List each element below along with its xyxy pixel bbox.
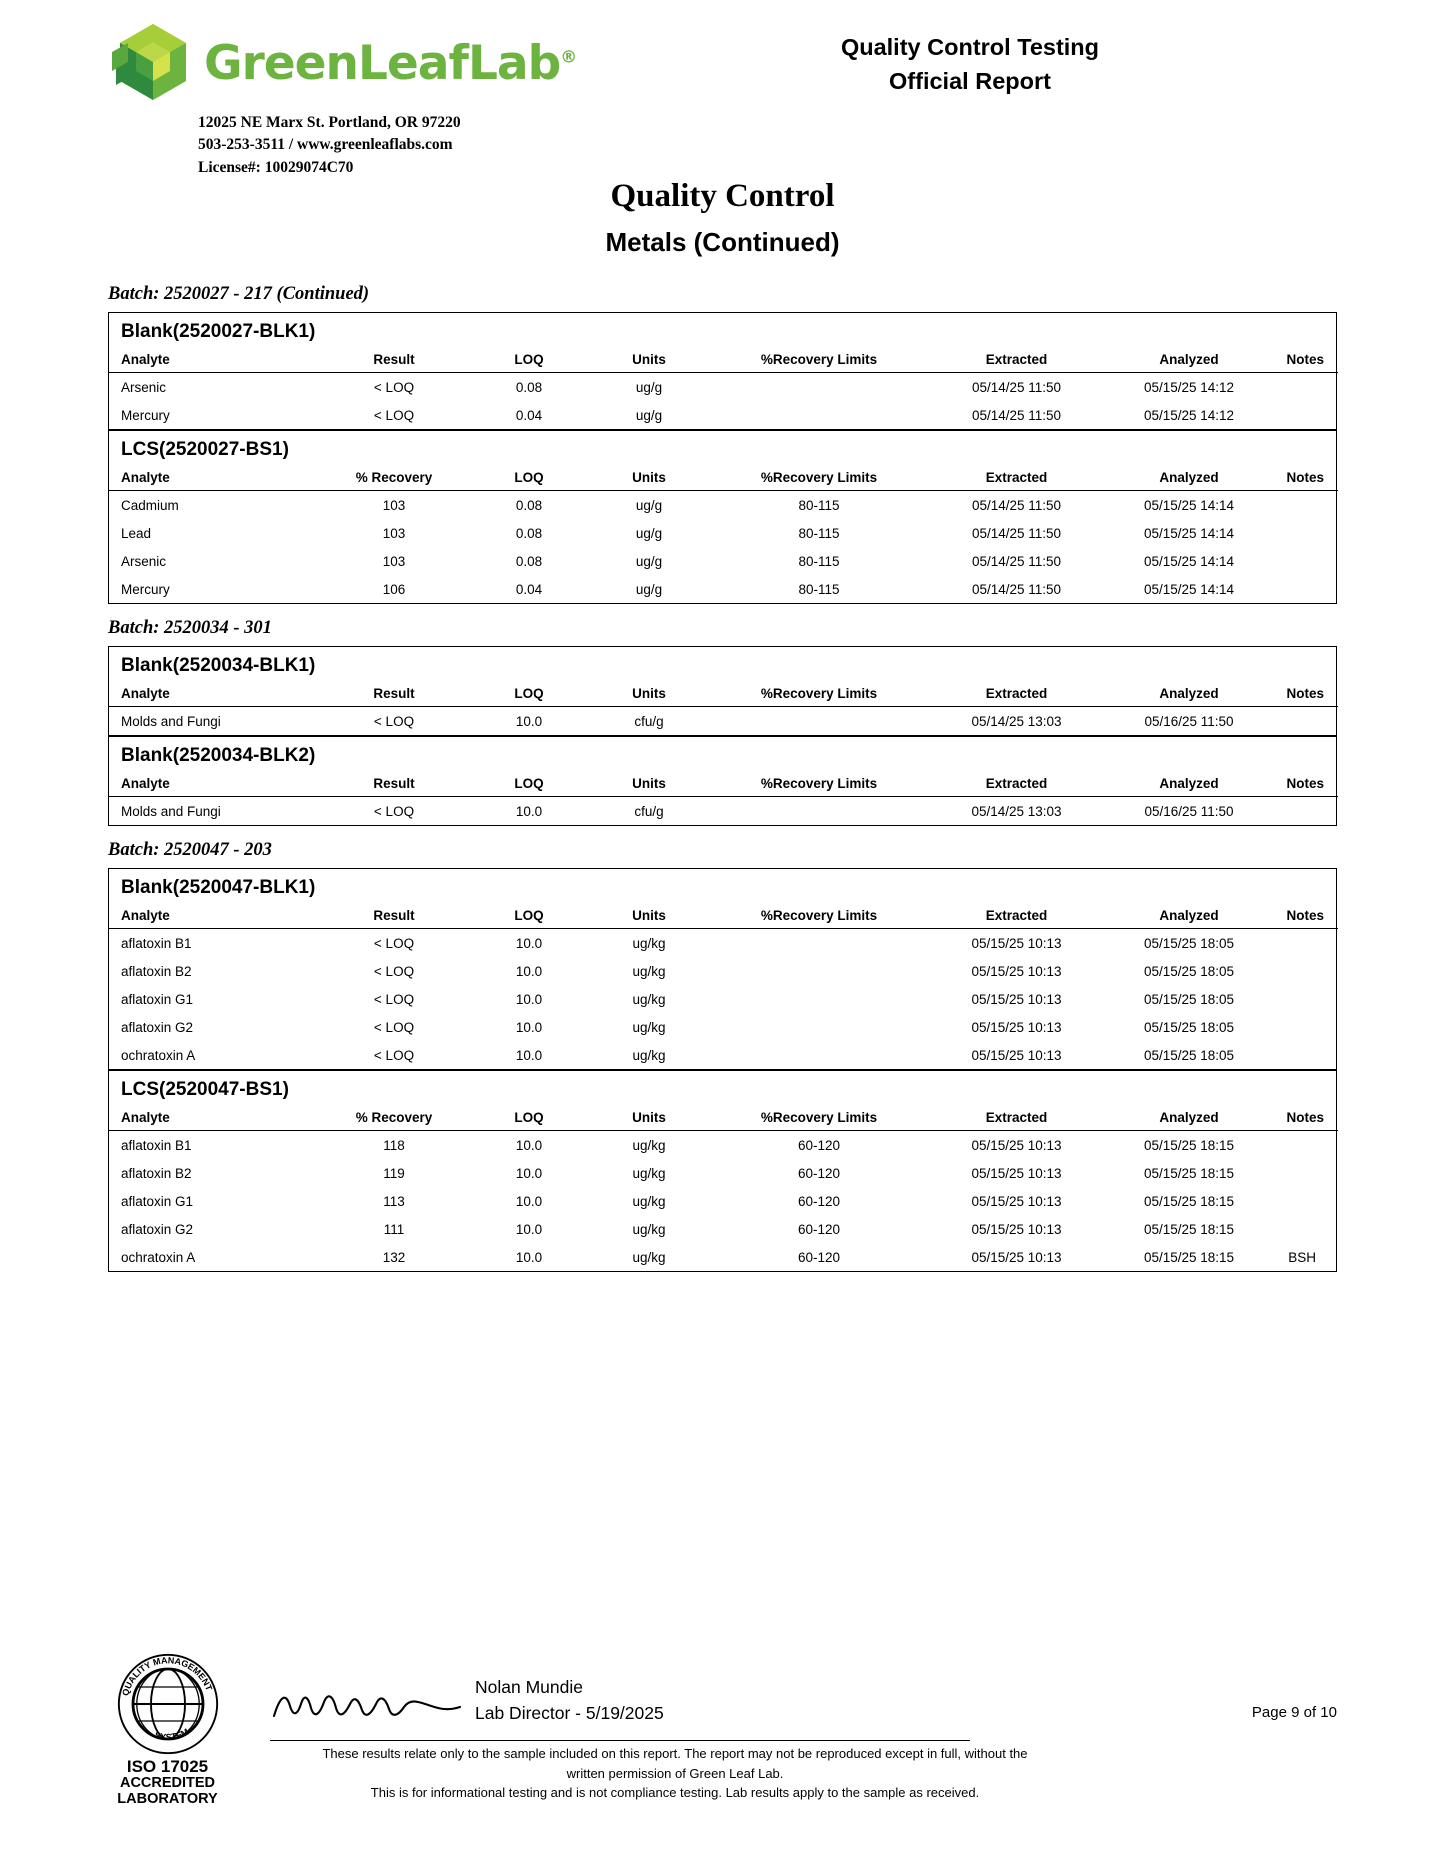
col-extracted: Extracted [929,468,1104,491]
cell-units: ug/kg [632,936,666,951]
cell-extracted: 05/14/25 11:50 [971,408,1062,423]
cell-loq: 0.08 [515,498,543,513]
qc-block-title: Blank(2520034-BLK2) [121,745,316,766]
cell-loq: 0.04 [515,408,543,423]
cell-analyzed: 05/15/25 14:14 [1143,554,1235,569]
table-row [109,1215,1338,1243]
col-value: Result [319,350,469,373]
cell-limits [709,957,929,985]
table-row [109,1187,1338,1215]
cell-value: 103 [382,554,406,569]
table-row [109,929,1338,958]
table-row [109,373,1338,402]
cell-value: < LOQ [373,408,415,423]
col-extracted: Extracted [929,906,1104,929]
cell-limits [709,929,929,958]
iso-seal-text [100,1758,235,1808]
license-number: License#: 10029074C70 [198,158,354,176]
cell-analyzed: 05/16/25 11:50 [1144,714,1234,729]
col-analyte: Analyte [109,468,319,491]
cell-extracted: 05/15/25 10:13 [971,992,1062,1007]
cell-limits: 60-120 [797,1194,841,1209]
cell-analyte: Cadmium [121,498,179,513]
table-row [109,401,1338,429]
cell-notes [1274,1013,1338,1041]
qc-table [109,350,1338,429]
cell-loq: 10.0 [515,1048,543,1063]
cell-units: ug/g [635,526,663,541]
qc-block [108,1070,1337,1272]
address-line-2: 503-253-3511 / www.greenleaflabs.com [198,136,453,154]
qc-block [108,868,1337,1070]
cell-limits [709,1041,929,1069]
cell-limits: 80-115 [798,582,840,597]
cell-value: < LOQ [373,1020,415,1035]
cell-analyzed: 05/15/25 14:14 [1143,582,1235,597]
cell-notes [1274,575,1338,603]
cell-units: ug/kg [632,1048,666,1063]
col-notes: Notes [1274,1108,1338,1131]
cell-notes [1274,1131,1338,1160]
cell-value: < LOQ [373,936,415,951]
qc-table [109,906,1338,1069]
cell-units: ug/kg [632,1138,666,1153]
cell-loq: 10.0 [515,1194,543,1209]
cell-extracted: 05/14/25 11:50 [971,582,1062,597]
cell-extracted: 05/15/25 10:13 [971,1138,1062,1153]
cell-analyte: Mercury [121,408,170,423]
cell-notes: BSH [1288,1250,1316,1265]
cell-loq: 10.0 [515,714,543,729]
cell-notes [1274,929,1338,958]
table-row [109,1013,1338,1041]
col-loq: LOQ [469,684,589,707]
cell-loq: 10.0 [515,1250,543,1265]
cell-extracted: 05/15/25 10:13 [971,1020,1062,1035]
col-recovery-limits: %Recovery Limits [709,468,929,491]
cell-extracted: 05/15/25 10:13 [971,964,1062,979]
page-title: Quality Control [610,178,835,214]
cell-units: ug/kg [632,1166,666,1181]
cell-limits [709,985,929,1013]
cell-extracted: 05/15/25 10:13 [971,1194,1062,1209]
col-units: Units [589,906,709,929]
cell-notes [1274,797,1338,826]
qc-table [109,468,1338,603]
cell-analyzed: 05/15/25 18:05 [1143,992,1235,1007]
col-analyte: Analyte [109,906,319,929]
col-analyzed: Analyzed [1104,350,1274,373]
cell-value: 132 [382,1250,406,1265]
cell-analyzed: 05/15/25 14:14 [1143,526,1235,541]
qc-block-title: Blank(2520047-BLK1) [121,877,316,898]
cell-notes [1274,1159,1338,1187]
col-loq: LOQ [469,350,589,373]
report-footer [0,1644,1445,1844]
cell-loq: 10.0 [515,804,543,819]
cell-limits [709,401,929,429]
cell-extracted: 05/14/25 11:50 [971,498,1062,513]
cell-loq: 10.0 [515,992,543,1007]
cell-analyte: Molds and Fungi [121,804,221,819]
cell-limits: 60-120 [797,1222,841,1237]
cell-value: 119 [383,1166,405,1181]
cell-units: ug/kg [632,1222,666,1237]
page-subtitle: Metals (Continued) [605,227,840,257]
cell-analyzed: 05/15/25 14:12 [1143,408,1235,423]
signature-icon [270,1682,465,1730]
table-header-row [109,684,1338,707]
table-row [109,547,1338,575]
col-units: Units [589,684,709,707]
col-loq: LOQ [469,1108,589,1131]
cell-analyte: Lead [121,526,152,541]
cell-limits: 60-120 [797,1166,841,1181]
col-recovery-limits: %Recovery Limits [709,684,929,707]
table-header-row [109,350,1338,373]
col-analyzed: Analyzed [1104,468,1274,491]
cell-analyte: aflatoxin B2 [121,964,192,979]
col-recovery-limits: %Recovery Limits [709,774,929,797]
col-units: Units [589,468,709,491]
cell-limits [709,1013,929,1041]
cell-value: < LOQ [373,964,415,979]
cell-value: < LOQ [373,714,415,729]
cell-loq: 0.04 [515,582,543,597]
cell-notes [1274,1041,1338,1069]
cell-loq: 0.08 [515,554,543,569]
cell-analyte: Arsenic [121,554,167,569]
col-analyte: Analyte [109,684,319,707]
report-title-line-1: Quality Control Testing [840,34,1100,60]
greenleaf-logo-icon [108,22,198,114]
cell-loq: 10.0 [515,1222,543,1237]
batch-label: Batch: 2520027 - 217 (Continued) [108,284,370,304]
cell-notes [1274,985,1338,1013]
col-extracted: Extracted [929,684,1104,707]
cell-limits [709,707,929,736]
table-row [109,519,1338,547]
cell-extracted: 05/14/25 13:03 [971,804,1062,819]
svg-text:QUALITY MANAGEMENT: QUALITY MANAGEMENT [119,1655,214,1697]
cell-value: 103 [382,498,406,513]
cell-analyzed: 05/15/25 14:14 [1143,498,1235,513]
batch-group [108,312,1337,604]
cell-analyte: aflatoxin G1 [121,992,194,1007]
brand-name [204,36,577,91]
signer-block [475,1674,664,1727]
cell-units: ug/g [635,554,663,569]
col-recovery-limits: %Recovery Limits [709,350,929,373]
cell-notes [1274,957,1338,985]
col-units: Units [589,350,709,373]
cell-extracted: 05/14/25 11:50 [971,554,1062,569]
col-loq: LOQ [469,774,589,797]
cell-loq: 10.0 [515,936,543,951]
cell-value: 113 [383,1194,405,1209]
registered-mark: ® [560,47,577,68]
cell-units: ug/g [635,582,663,597]
col-analyte: Analyte [109,774,319,797]
col-value: Result [319,684,469,707]
cell-extracted: 05/15/25 10:13 [971,1048,1062,1063]
cell-units: ug/kg [632,992,666,1007]
cell-value: 106 [382,582,406,597]
batch-label: Batch: 2520047 - 203 [108,840,272,860]
cell-loq: 10.0 [515,1020,543,1035]
cell-units: ug/kg [632,964,666,979]
cell-value: < LOQ [373,804,415,819]
col-recovery-limits: %Recovery Limits [709,1108,929,1131]
cell-units: cfu/g [634,804,664,819]
page-number: Page 9 of 10 [1251,1704,1337,1721]
cell-analyzed: 05/15/25 18:15 [1143,1166,1235,1181]
batch-group [108,868,1337,1272]
address-line-1: 12025 NE Marx St. Portland, OR 97220 [198,114,461,131]
cell-limits [709,797,929,826]
qc-block-title: LCS(2520047-BS1) [121,1079,289,1100]
table-row [109,985,1338,1013]
qc-table [109,1108,1338,1271]
qc-block-title: Blank(2520034-BLK1) [121,655,316,676]
table-row [109,957,1338,985]
cell-analyzed: 05/15/25 18:15 [1143,1250,1235,1265]
cell-value: 118 [383,1138,405,1153]
cell-extracted: 05/14/25 13:03 [971,714,1062,729]
cell-extracted: 05/15/25 10:13 [971,936,1062,951]
cell-units: cfu/g [634,714,664,729]
cell-limits [709,373,929,402]
iso-accredited: ACCREDITED [119,1775,216,1792]
cell-analyzed: 05/15/25 18:05 [1143,1048,1235,1063]
cell-limits: 80-115 [798,554,840,569]
cell-notes [1274,373,1338,402]
lab-address [198,112,461,179]
cell-notes [1274,547,1338,575]
cell-analyzed: 05/15/25 18:15 [1143,1222,1235,1237]
cell-loq: 10.0 [515,1166,543,1181]
cell-analyzed: 05/16/25 11:50 [1144,804,1234,819]
col-notes: Notes [1274,684,1338,707]
cell-analyte: Molds and Fungi [121,714,221,729]
col-value: % Recovery [319,1108,469,1131]
col-analyzed: Analyzed [1104,684,1274,707]
cell-loq: 0.08 [515,526,543,541]
col-value: % Recovery [319,468,469,491]
batch-label: Batch: 2520034 - 301 [108,618,272,638]
col-notes: Notes [1274,350,1338,373]
cell-loq: 10.0 [515,964,543,979]
qc-content [108,284,1337,1272]
cell-extracted: 05/15/25 10:13 [971,1166,1062,1181]
col-analyte: Analyte [109,350,319,373]
table-row [109,797,1338,826]
col-extracted: Extracted [929,350,1104,373]
col-recovery-limits: %Recovery Limits [709,906,929,929]
col-notes: Notes [1274,774,1338,797]
iso-standard: ISO 17025 [126,1757,209,1776]
cell-analyzed: 05/15/25 18:05 [1143,964,1235,979]
col-notes: Notes [1274,906,1338,929]
table-header-row [109,1108,1338,1131]
cell-analyte: aflatoxin G1 [121,1194,194,1209]
cell-analyte: ochratoxin A [121,1048,196,1063]
table-row [109,1131,1338,1160]
brand-name-text: GreenLeafLab [204,36,561,91]
col-analyzed: Analyzed [1104,774,1274,797]
cell-limits: 80-115 [798,498,840,513]
cell-limits: 60-120 [797,1250,841,1265]
cell-loq: 0.08 [515,380,543,395]
col-units: Units [589,1108,709,1131]
cell-units: ug/g [635,380,663,395]
col-extracted: Extracted [929,774,1104,797]
table-header-row [109,774,1338,797]
cell-analyte: ochratoxin A [121,1250,196,1265]
cell-extracted: 05/15/25 10:13 [971,1250,1062,1265]
cell-value: < LOQ [373,380,415,395]
table-row [109,1041,1338,1069]
table-header-row [109,468,1338,491]
disclaimer-text [270,1744,1080,1803]
cell-units: ug/kg [632,1194,666,1209]
qc-block [108,736,1337,826]
cell-analyte: Arsenic [121,380,167,395]
col-value: Result [319,774,469,797]
col-units: Units [589,774,709,797]
col-analyte: Analyte [109,1108,319,1131]
cell-limits: 80-115 [798,526,840,541]
cell-analyzed: 05/15/25 18:15 [1143,1194,1235,1209]
cell-notes [1274,1187,1338,1215]
col-loq: LOQ [469,906,589,929]
cell-value: < LOQ [373,1048,415,1063]
cell-analyte: Mercury [121,582,170,597]
disclaimer-line-1: These results relate only to the sample included on this report. The report may not be reproduced except in full, without the [322,1746,1028,1761]
qc-table [109,774,1338,825]
cell-limits: 60-120 [797,1138,841,1153]
cell-units: ug/kg [632,1250,666,1265]
cell-extracted: 05/15/25 10:13 [971,1222,1062,1237]
cell-analyzed: 05/15/25 18:05 [1143,936,1235,951]
report-title [620,30,1320,98]
signer-title: Lab Director - 5/19/2025 [475,1703,664,1724]
globe-icon [116,1652,220,1756]
disclaimer-line-2: written permission of Green Leaf Lab. [566,1765,784,1781]
table-row [109,1243,1338,1271]
qc-block [108,646,1337,736]
cell-analyte: aflatoxin B1 [121,936,192,951]
iso-accreditation-seal [100,1652,235,1808]
cell-analyzed: 05/15/25 18:05 [1143,1020,1235,1035]
cell-value: 111 [383,1222,405,1237]
cell-extracted: 05/14/25 11:50 [971,380,1062,395]
qc-block [108,312,1337,430]
qc-block [108,430,1337,604]
signer-name: Nolan Mundie [475,1677,583,1697]
svg-text:SYSTEM: SYSTEM [152,1726,190,1743]
table-row [109,575,1338,603]
col-loq: LOQ [469,468,589,491]
cell-analyzed: 05/15/25 18:15 [1143,1138,1235,1153]
cell-analyzed: 05/15/25 14:12 [1143,380,1235,395]
report-header [0,0,1445,176]
cell-analyte: aflatoxin B1 [121,1138,192,1153]
disclaimer-line-3: This is for informational testing and is not compliance testing. Lab results apply to the sample as received. [370,1785,980,1800]
cell-analyte: aflatoxin B2 [121,1166,192,1181]
report-title-line-2: Official Report [889,68,1051,95]
cell-extracted: 05/14/25 11:50 [971,526,1062,541]
cell-value: < LOQ [373,992,415,1007]
table-row [109,491,1338,520]
col-analyzed: Analyzed [1104,906,1274,929]
cell-units: ug/g [635,498,663,513]
iso-laboratory: LABORATORY [117,1791,218,1808]
qc-block-title: Blank(2520027-BLK1) [121,321,316,342]
qc-table [109,684,1338,735]
cell-notes [1274,491,1338,520]
cell-analyte: aflatoxin G2 [121,1020,194,1035]
cell-units: ug/g [635,408,663,423]
table-header-row [109,906,1338,929]
qc-block-title: LCS(2520027-BS1) [121,439,289,460]
cell-notes [1274,707,1338,736]
cell-notes [1274,1215,1338,1243]
cell-value: 103 [382,526,406,541]
cell-notes [1274,519,1338,547]
cell-units: ug/kg [632,1020,666,1035]
table-row [109,1159,1338,1187]
cell-loq: 10.0 [515,1138,543,1153]
col-notes: Notes [1274,468,1338,491]
brand-logo [108,22,576,114]
col-extracted: Extracted [929,1108,1104,1131]
col-value: Result [319,906,469,929]
cell-analyte: aflatoxin G2 [121,1222,194,1237]
batch-group [108,646,1337,826]
cell-notes [1274,401,1338,429]
table-row [109,707,1338,736]
col-analyzed: Analyzed [1104,1108,1274,1131]
signature-divider [270,1740,970,1741]
